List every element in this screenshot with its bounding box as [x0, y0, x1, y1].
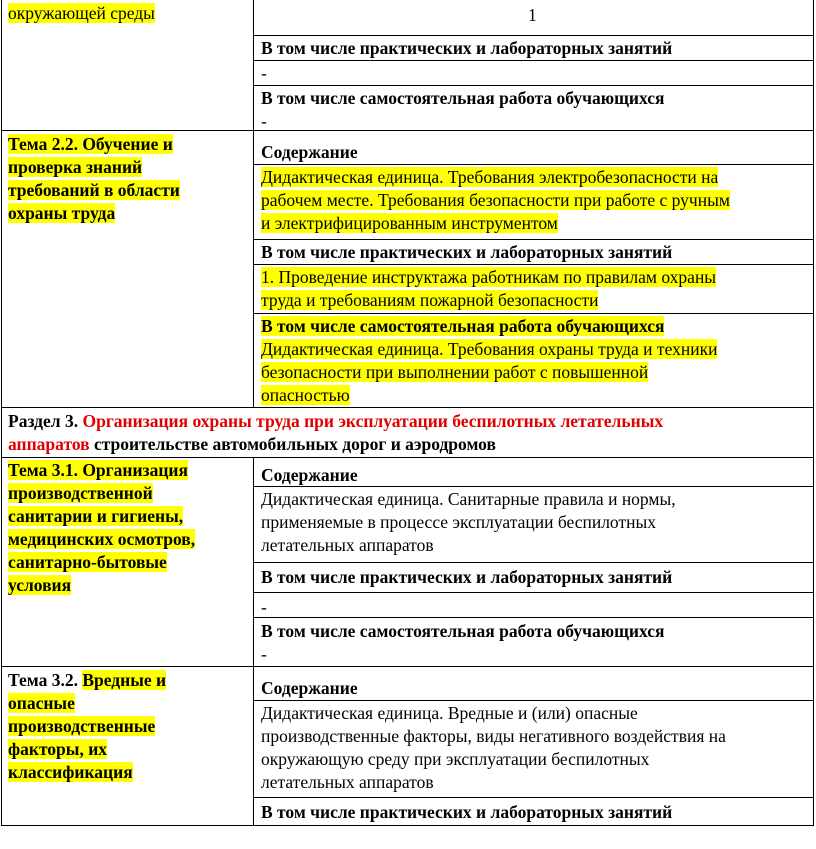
self-study-line: Дидактическая единица. Требования охраны труда и техники [261, 339, 718, 359]
grid-line [253, 592, 814, 593]
self-study-heading: В том числе самостоятельная работа обучающихся [261, 621, 665, 641]
grid-line [1, 666, 814, 667]
title-line: санитарии и гигиены, [8, 506, 184, 526]
title-line: классификация [8, 762, 133, 782]
grid-line [813, 0, 814, 826]
practical-heading [261, 566, 672, 589]
practical-heading [261, 241, 672, 264]
title-prefix: Тема 3.2. [8, 670, 78, 690]
self-study-line: опасностью [261, 385, 350, 405]
practical-heading-text: В том числе практических и лабораторных занятий [261, 802, 673, 822]
practical-heading-text: В том числе практических и лабораторных занятий [261, 567, 673, 587]
grid-line [253, 700, 814, 701]
self-study-cell [261, 620, 664, 666]
title-line: охраны труда [8, 203, 116, 223]
grid-line [1, 407, 814, 408]
title-line: требований в области [8, 180, 180, 200]
practical-content [261, 266, 716, 312]
title-line: Тема 3.1. Организация [8, 460, 188, 480]
self-study-value: - [261, 111, 267, 131]
content-line: Дидактическая единица. Вредные и (или) опасные [261, 703, 638, 723]
practical-heading [261, 37, 672, 60]
grid-line [1, 825, 814, 826]
content-heading [261, 464, 358, 487]
content-line: Дидактическая единица. Санитарные правила и нормы, [261, 489, 676, 509]
title-line: санитарно-бытовые [8, 552, 167, 572]
title-line: факторы, их [8, 739, 108, 759]
practical-heading [261, 801, 672, 824]
grid-line [1, 457, 814, 458]
grid-line [253, 264, 814, 265]
title-line: производственной [8, 483, 153, 503]
grid-line [253, 797, 814, 798]
hours-value [528, 4, 537, 27]
practical-line: труда и требованиям пожарной безопасности [261, 290, 599, 310]
didactic-unit-text [261, 488, 676, 557]
content-line: летательных аппаратов [261, 772, 434, 792]
section-3-heading [8, 410, 808, 456]
self-study-heading: В том числе самостоятельная работа обучающихся [261, 316, 665, 336]
section-title-red: аппаратов [8, 434, 90, 454]
grid-line [1, 0, 2, 826]
topic-3-2-title [8, 669, 166, 784]
title-line: производственные [8, 716, 156, 736]
content-heading-text: Содержание [261, 465, 358, 485]
practical-heading-text: В том числе практических и лабораторных занятий [261, 242, 673, 262]
title-line: условия [8, 575, 72, 595]
didactic-unit-text [261, 166, 730, 235]
hours-text: 1 [528, 5, 537, 25]
practical-value [261, 62, 267, 85]
title-line: опасные [8, 693, 75, 713]
grid-line [253, 60, 814, 61]
section-title-red: Организация охраны труда при эксплуатации беспилотных летательных [82, 411, 664, 431]
title-line: проверка знаний [8, 157, 143, 177]
practical-value [261, 596, 267, 619]
grid-line [253, 617, 814, 618]
didactic-unit-text [261, 702, 726, 794]
grid-line [253, 85, 814, 86]
topic-title-continuation: окружающей среды [8, 3, 155, 23]
topic-2-2-title [8, 133, 180, 225]
section-prefix: Раздел 3. [8, 411, 79, 431]
content-line: рабочем месте. Требования безопасности при работе с ручным [261, 190, 730, 210]
self-study-cell [261, 87, 664, 133]
grid-line [253, 457, 254, 826]
self-study-cell [261, 315, 717, 407]
self-study-value: - [261, 644, 267, 664]
practical-value-text: - [261, 63, 267, 83]
content-line: окружающую среду при эксплуатации беспилотных [261, 749, 650, 769]
content-line: производственные факторы, виды негативного воздействия на [261, 726, 726, 746]
content-heading [261, 677, 358, 700]
grid-line [253, 164, 814, 165]
title-line: Тема 2.2. Обучение и [8, 134, 173, 154]
content-line: летательных аппаратов [261, 535, 434, 555]
self-study-heading: В том числе самостоятельная работа обучающихся [261, 88, 665, 108]
content-heading-text: Содержание [261, 142, 358, 162]
grid-line [253, 562, 814, 563]
practical-line: 1. Проведение инструктажа работникам по правилам охраны [261, 267, 717, 287]
content-heading [261, 141, 358, 164]
content-line: Дидактическая единица. Требования электробезопасности на [261, 167, 719, 187]
practical-heading-text: В том числе практических и лабораторных занятий [261, 38, 673, 58]
title-line: медицинских осмотров, [8, 529, 196, 549]
title-line: Вредные и [82, 670, 167, 690]
topic-3-1-title [8, 459, 195, 597]
section-title-rest: строительстве автомобильных дорог и аэродромов [93, 434, 496, 454]
grid-line [253, 35, 814, 36]
grid-line [253, 239, 814, 240]
content-heading-text: Содержание [261, 678, 358, 698]
row1-left-cell [8, 2, 155, 25]
practical-value-text: - [261, 597, 267, 617]
content-line: и электрифицированным инструментом [261, 213, 558, 233]
content-line: применяемые в процессе эксплуатации беспилотных [261, 512, 656, 532]
grid-line [253, 313, 814, 314]
self-study-line: безопасности при выполнении работ с повышенной [261, 362, 649, 382]
grid-line [253, 0, 254, 408]
